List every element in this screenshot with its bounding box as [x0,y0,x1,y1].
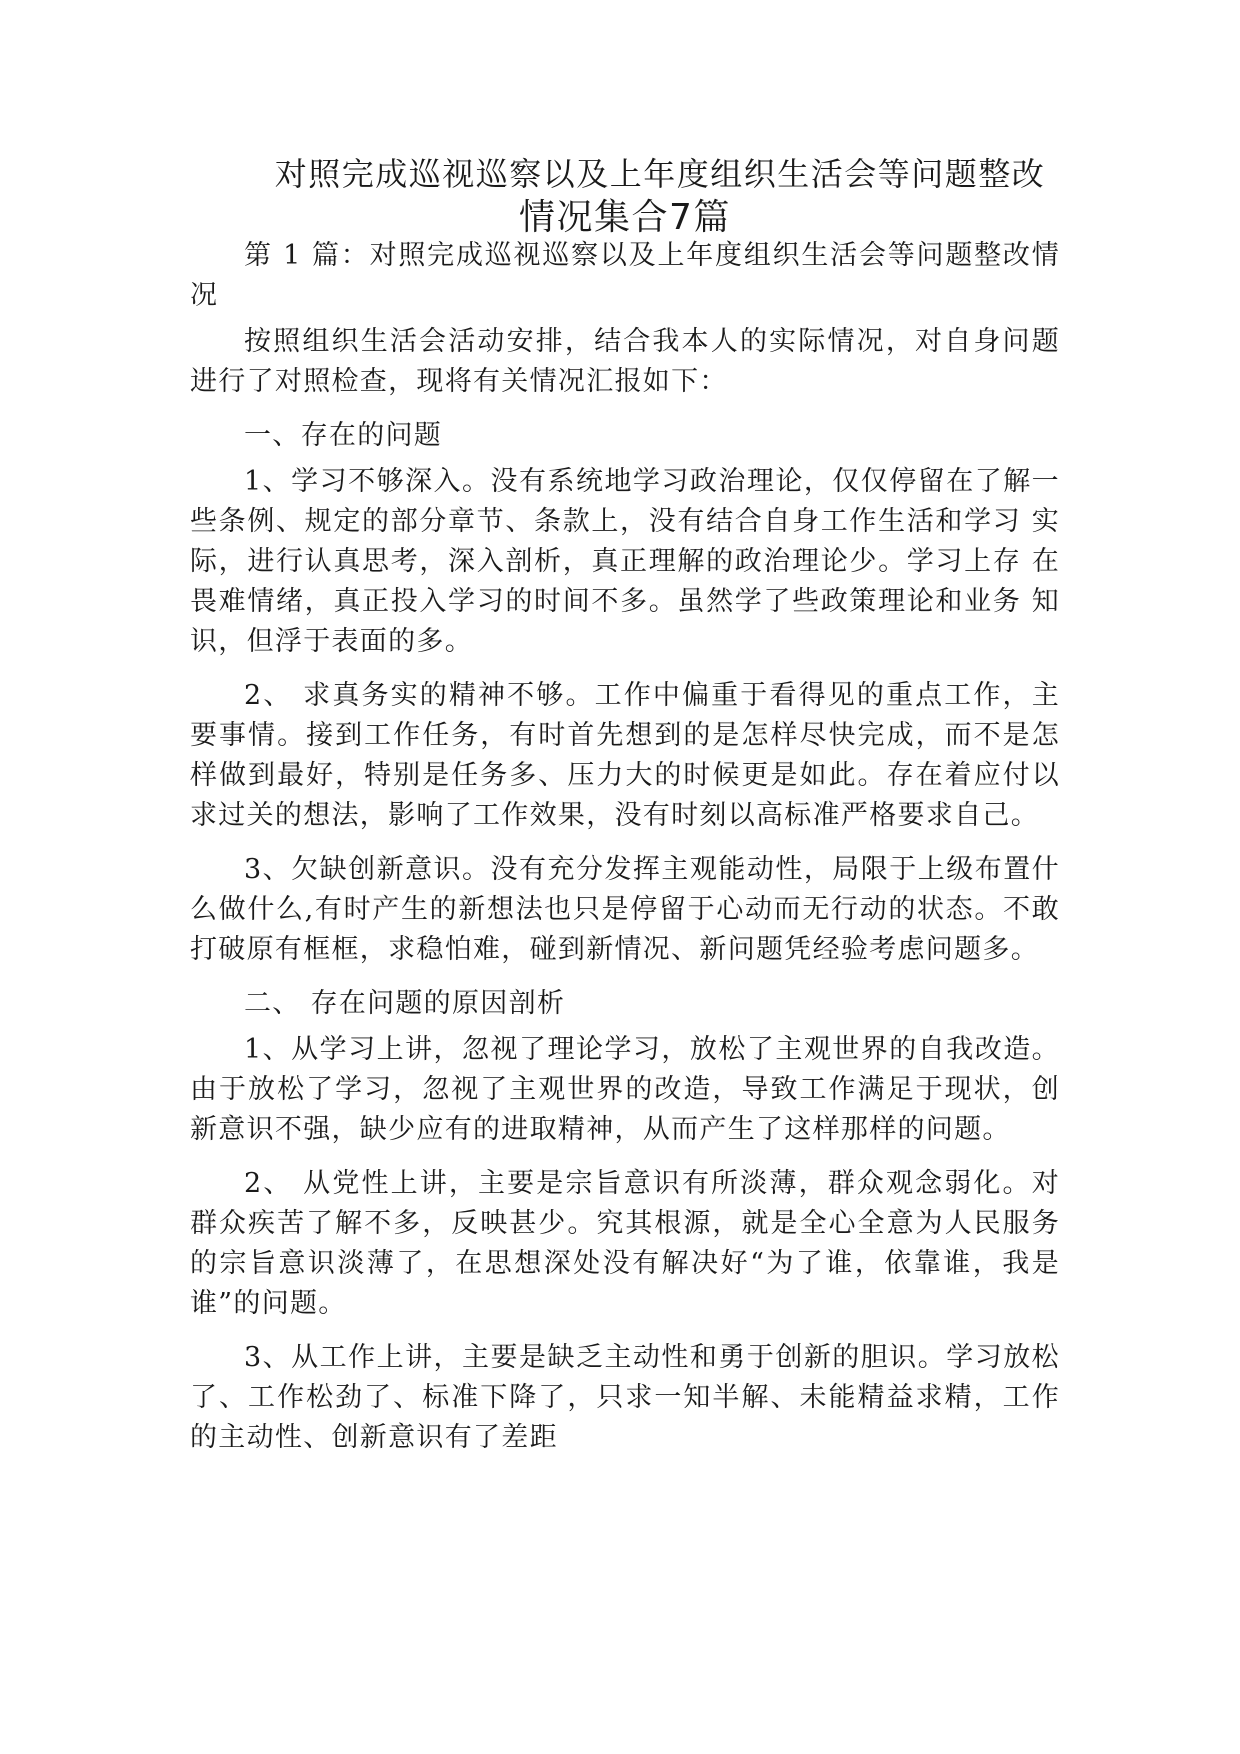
section-heading-causes: 二、 存在问题的原因剖析 [244,988,566,1019]
problem-paragraph-2: 2、 求真务实的精神不够。工作中偏重于看得见的重点工作，主要事情。接到工作任务，有时首先想到的是怎样尽快完成，而不是怎样做到最好，特别是任务多、压力大的时候更是如此。存在着应付以求过关的想法，影响了工作效果，没有时刻以高标准严格要求自己。 [190,680,1060,831]
title-line-1: 对照完成巡视巡察以及上年度组织生活会等问题整改 [274,155,1046,193]
cause-paragraph-3: 3、从工作上讲，主要是缺乏主动性和勇于创新的胆识。学习放松了、工作松劲了、标准下降了，只求一知半解、未能精益求精，工作的主动性、创新意识有了差距 [190,1342,1060,1453]
section-heading-problems: 一、存在的问题 [244,420,443,451]
problem-paragraph-3: 3、欠缺创新意识。没有充分发挥主观能动性，局限于上级布置什么做什么,有时产生的新想法也只是停留于心动而无行动的状态。不敢打破原有框框，求稳怕难，碰到新情况、新问题凭经验考虑问题多。 [190,854,1060,965]
cause-paragraph-2: 2、 从党性上讲，主要是宗旨意识有所淡薄，群众观念弱化。对 群众疾苦了解不多，反映甚少。究其根源，就是全心全意为人民服务 的宗旨意识淡薄了，在思想深处没有解决好“为了谁，依靠谁，我是 谁”的问题。 [190,1168,1060,1319]
chapter-heading: 第 1 篇：对照完成巡视巡察以及上年度组织生活会等问题整改情况 [190,240,1060,311]
title-line-2: 情况集合7篇 [519,197,731,238]
document-body [190,236,1060,1472]
intro-paragraph: 按照组织生活会活动安排，结合我本人的实际情况，对自身问题进行了对照检查，现将有关情况汇报如下： [190,326,1060,397]
document-title [190,152,1060,240]
cause-paragraph-1: 1、从学习上讲，忽视了理论学习，放松了主观世界的自我改造。由于放松了学习，忽视了主观世界的改造，导致工作满足于现状，创 新意识不强，缺少应有的进取精神，从而产生了这样那样的问题。 [190,1034,1060,1145]
problem-paragraph-1: 1、学习不够深入。没有系统地学习政治理论，仅仅停留在了解一些条例、规定的部分章节、条款上，没有结合自身工作生活和学习 实际，进行认真思考，深入剖析，真正理解的政治理论少。学习上存 在畏难情绪，真正投入学习的时间不多。虽然学了些政策理论和业务 知识，但浮于表面的多。 [190,466,1060,657]
